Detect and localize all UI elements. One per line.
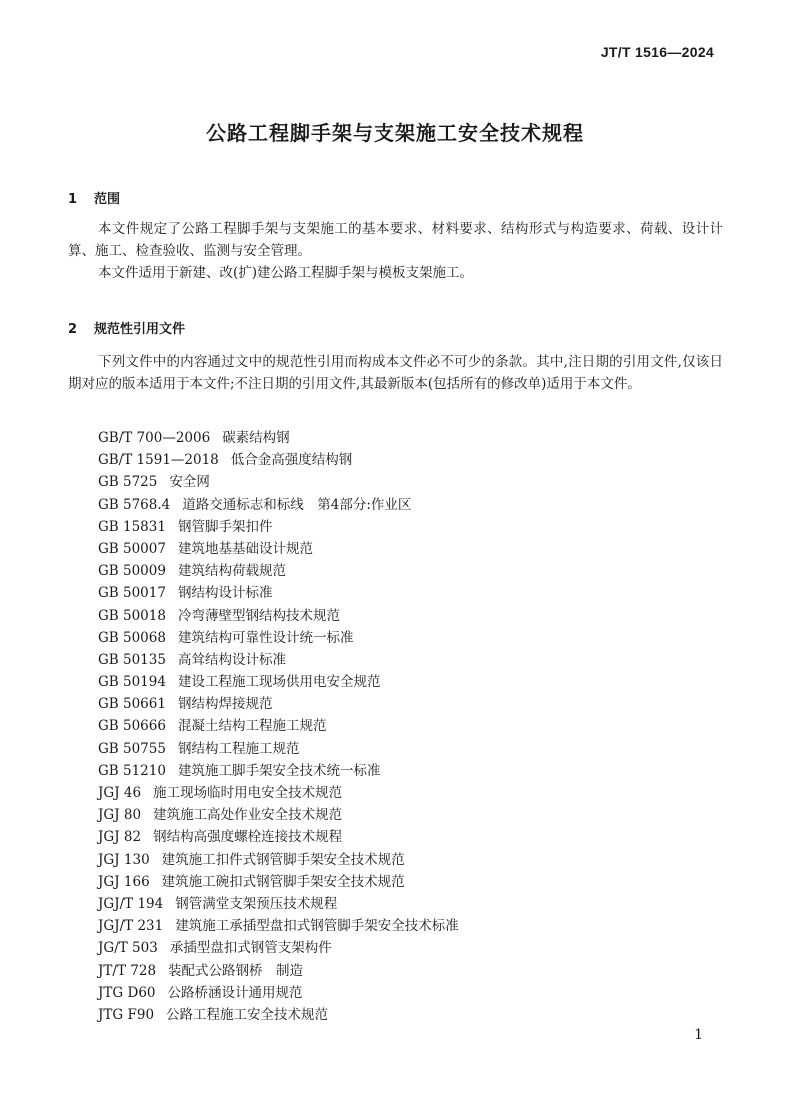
reference-title: 钢结构焊接规范 bbox=[177, 696, 273, 713]
reference-item bbox=[98, 427, 459, 449]
reference-item bbox=[98, 760, 459, 782]
reference-code: GB 50017 bbox=[98, 585, 166, 602]
reference-code: GB 50194 bbox=[98, 674, 166, 691]
reference-item bbox=[98, 516, 459, 538]
reference-code: GB 50755 bbox=[98, 740, 166, 757]
reference-item bbox=[98, 627, 459, 649]
reference-title: 钢结构高强度螺栓连接技术规程 bbox=[153, 829, 343, 846]
reference-title: 建筑地基基础设计规范 bbox=[177, 540, 313, 557]
reference-list bbox=[98, 427, 459, 1026]
reference-title: 高耸结构设计标准 bbox=[177, 651, 286, 668]
reference-item bbox=[98, 715, 459, 737]
reference-item bbox=[98, 671, 459, 693]
reference-item bbox=[98, 937, 459, 959]
references-intro-paragraph: 下列文件中的内容通过文中的规范性引用而构成本文件必不可少的条款。其中,注日期的引用文件,仅该日期对应的版本适用于本文件;不注日期的引用文件,其最新版本(包括所有的修改单)适用于本文件。 bbox=[68, 354, 723, 392]
reference-code: JGJ/T 231 bbox=[98, 918, 164, 935]
reference-code: GB/T 700—2006 bbox=[98, 430, 211, 446]
reference-title: 承插型盘扣式钢管支架构件 bbox=[169, 940, 332, 957]
reference-title: 冷弯薄壁型钢结构技术规范 bbox=[177, 607, 340, 624]
reference-title: 建筑结构可靠性设计统一标准 bbox=[177, 629, 354, 646]
reference-code: GB/T 1591—2018 bbox=[98, 452, 219, 469]
reference-code: GB 50135 bbox=[98, 651, 166, 668]
reference-item bbox=[98, 960, 459, 982]
reference-code: GB 50661 bbox=[98, 696, 166, 713]
reference-item bbox=[98, 982, 459, 1004]
reference-code: JGJ 130 bbox=[98, 851, 150, 868]
reference-item bbox=[98, 693, 459, 715]
reference-item bbox=[98, 605, 459, 627]
reference-title: 装配式公路钢桥 制造 bbox=[168, 962, 304, 979]
reference-title: 建筑施工承插型盘扣式钢管脚手架安全技术标准 bbox=[175, 918, 459, 935]
reference-code: GB 5768.4 bbox=[98, 496, 171, 513]
reference-code: JT/T 728 bbox=[98, 962, 157, 979]
section-title: 规范性引用文件 bbox=[94, 322, 186, 337]
reference-title: 钢管满堂支架预压技术规程 bbox=[175, 895, 338, 912]
reference-item bbox=[98, 582, 459, 604]
section-title: 范围 bbox=[94, 192, 121, 207]
reference-code: GB 50068 bbox=[98, 629, 166, 646]
reference-code: JTG F90 bbox=[98, 1006, 155, 1023]
reference-title: 道路交通标志和标线 第4部分:作业区 bbox=[182, 496, 412, 513]
document-title: 公路工程脚手架与支架施工安全技术规程 bbox=[206, 121, 584, 145]
reference-code: JGJ/T 194 bbox=[98, 895, 164, 912]
reference-code: JGJ 46 bbox=[98, 785, 142, 801]
reference-code: GB 51210 bbox=[98, 762, 166, 779]
section-number: 2 bbox=[68, 322, 78, 337]
reference-item bbox=[98, 538, 459, 560]
reference-item bbox=[98, 449, 459, 471]
reference-title: 低合金高强度结构钢 bbox=[230, 452, 353, 469]
reference-item bbox=[98, 849, 459, 871]
reference-code: JGJ 166 bbox=[98, 873, 150, 890]
reference-code: GB 50018 bbox=[98, 607, 166, 624]
reference-code: GB 50666 bbox=[98, 718, 166, 735]
reference-item bbox=[98, 560, 459, 582]
reference-item bbox=[98, 915, 459, 937]
reference-code: JG/T 503 bbox=[98, 940, 158, 957]
reference-title: 建筑施工碗扣式钢管脚手架安全技术规范 bbox=[161, 873, 405, 890]
reference-item bbox=[98, 738, 459, 760]
reference-title: 建筑施工脚手架安全技术统一标准 bbox=[177, 762, 381, 779]
reference-code: GB 5725 bbox=[98, 474, 158, 491]
reference-title: 混凝土结构工程施工规范 bbox=[177, 718, 327, 735]
reference-item bbox=[98, 471, 459, 493]
reference-title: 建筑结构荷载规范 bbox=[177, 563, 286, 580]
reference-code: GB 15831 bbox=[98, 518, 166, 535]
reference-code: JGJ 82 bbox=[98, 829, 142, 846]
reference-title: 钢结构设计标准 bbox=[177, 585, 273, 602]
standard-code: JT/T 1516—2024 bbox=[600, 44, 714, 60]
reference-item bbox=[98, 1004, 459, 1026]
reference-title: 建筑施工高处作业安全技术规范 bbox=[153, 807, 343, 824]
reference-item bbox=[98, 804, 459, 826]
reference-title: 建筑施工扣件式钢管脚手架安全技术规范 bbox=[161, 851, 405, 868]
page-number: 1 bbox=[694, 1027, 703, 1043]
reference-title: 施工现场临时用电安全技术规范 bbox=[153, 785, 343, 801]
reference-item bbox=[98, 782, 459, 804]
reference-title: 建设工程施工现场供用电安全规范 bbox=[177, 674, 381, 691]
reference-code: JTG D60 bbox=[98, 984, 156, 1001]
scope-paragraph-2: 本文件适用于新建、改(扩)建公路工程脚手架与模板支架施工。 bbox=[98, 265, 474, 281]
section-heading-scope bbox=[68, 188, 120, 207]
reference-code: JGJ 80 bbox=[98, 807, 142, 824]
reference-title: 安全网 bbox=[169, 474, 210, 491]
scope-paragraph-1: 本文件规定了公路工程脚手架与支架施工的基本要求、材料要求、结构形式与构造要求、荷载、设计计算、施工、检查验收、监测与安全管理。 bbox=[68, 221, 723, 259]
reference-item bbox=[98, 893, 459, 915]
reference-title: 碳素结构钢 bbox=[222, 430, 290, 446]
reference-item bbox=[98, 494, 459, 516]
reference-title: 钢管脚手架扣件 bbox=[177, 518, 273, 535]
reference-title: 钢结构工程施工规范 bbox=[177, 740, 300, 757]
section-heading-normative-references bbox=[68, 318, 185, 337]
section-number: 1 bbox=[68, 192, 78, 207]
reference-title: 公路工程施工安全技术规范 bbox=[166, 1006, 329, 1023]
reference-item bbox=[98, 871, 459, 893]
reference-item bbox=[98, 826, 459, 848]
reference-code: GB 50009 bbox=[98, 563, 166, 580]
reference-title: 公路桥涵设计通用规范 bbox=[167, 984, 303, 1001]
reference-code: GB 50007 bbox=[98, 540, 166, 557]
reference-item bbox=[98, 649, 459, 671]
